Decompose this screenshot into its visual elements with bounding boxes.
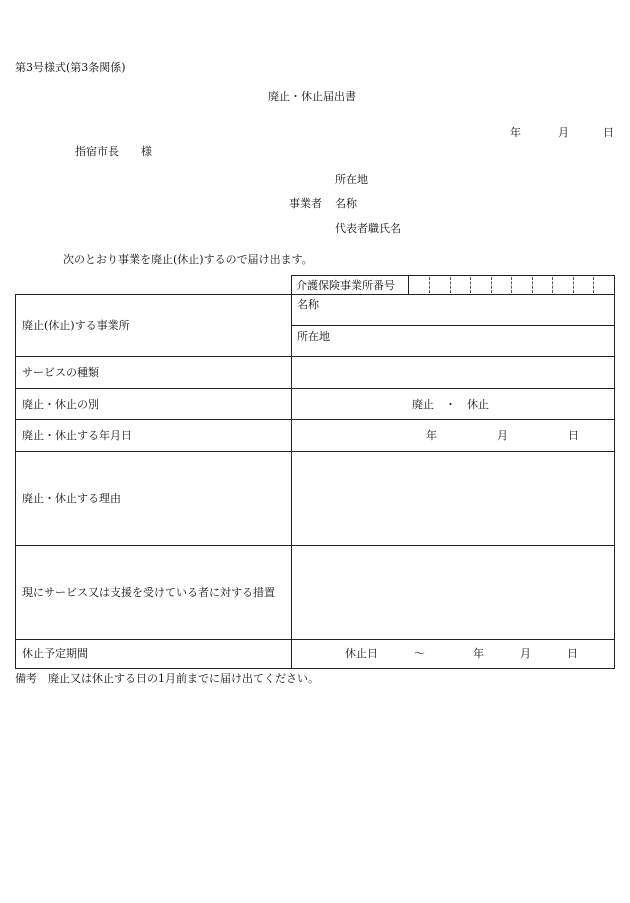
row-label-distinction: 廃止・休止の別: [22, 398, 99, 411]
cell-label-office-name: 名称: [297, 298, 319, 311]
applicant-address-label: 所在地: [335, 173, 368, 186]
row-label-reason: 廃止・休止する理由: [22, 492, 121, 505]
period-month: 月: [520, 647, 531, 660]
period-start-label: 休止日: [345, 647, 378, 660]
date-row-year: 年: [426, 429, 437, 442]
date-year-label: 年: [510, 126, 521, 139]
statement-text: 次のとおり事業を廃止(休止)するので届け出ます。: [63, 253, 313, 266]
applicant-section-label: 事業者: [289, 197, 322, 210]
row-label-business-office: 廃止(休止)する事業所: [22, 319, 130, 332]
period-tilde: ～: [414, 647, 425, 660]
remarks-note: 備考 廃止又は休止する日の1月前までに届け出てください。: [15, 672, 319, 685]
date-row-day: 日: [568, 429, 579, 442]
cell-label-office-address: 所在地: [297, 330, 330, 343]
date-month-label: 月: [558, 126, 569, 139]
date-row-month: 月: [497, 429, 508, 442]
date-day-label: 日: [603, 126, 614, 139]
document-title: 廃止・休止届出書: [268, 90, 356, 103]
period-year: 年: [473, 647, 484, 660]
office-number-label: 介護保険事業所番号: [296, 279, 395, 292]
row-label-service-type: サービスの種類: [22, 366, 99, 379]
row-label-measures: 現にサービス又は支援を受けている者に対する措置: [22, 586, 275, 599]
applicant-representative-label: 代表者職氏名: [335, 222, 401, 235]
row-label-period: 休止予定期間: [22, 647, 88, 660]
applicant-name-label: 名称: [335, 197, 357, 210]
addressee: 指宿市長 様: [75, 145, 152, 158]
distinction-value: 廃止 ・ 休止: [412, 398, 489, 411]
row-label-date: 廃止・休止する年月日: [22, 429, 132, 442]
form-number: 第3号様式(第3条関係): [15, 61, 126, 74]
period-day: 日: [567, 647, 578, 660]
